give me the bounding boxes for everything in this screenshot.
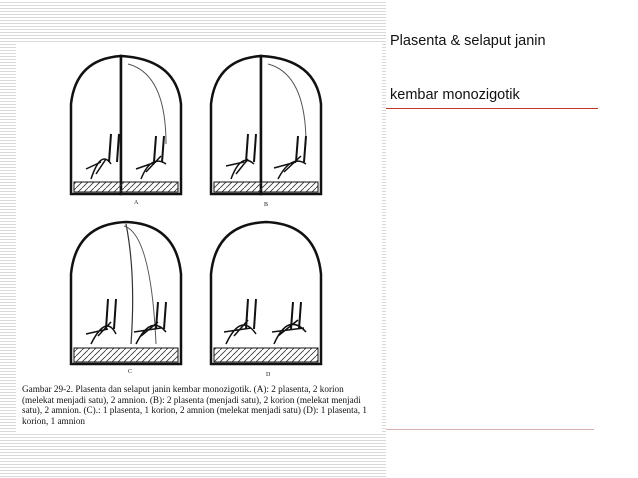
diagram-c — [71, 222, 181, 364]
diagram-d — [211, 222, 321, 364]
diagram-label-d: D — [266, 372, 271, 378]
diagram-label-a: A — [134, 200, 139, 206]
caption-lead: Gambar 29-2. — [22, 384, 74, 394]
diagram-label-c: C — [128, 369, 133, 375]
figure-panel — [16, 44, 382, 434]
slide-title: Plasenta & selaput janin — [390, 33, 546, 49]
caption-text: Plasenta dan selaput janin kembar monozigotik. (A): 2 plasenta, 2 korion (melekat menjadi satu), 2 amnion. (B): 2 plasenta (menjadi satu), 2 korion (melekat menjadi satu), 2 amnion. (C).: 1 plasenta, 1 korion, 2 amnion (melekat menjadi satu) (D): 1 plasenta, 1 korion, 1 amnion — [22, 384, 367, 426]
title-underline — [386, 108, 598, 109]
content-area — [386, 0, 638, 478]
footer-rule — [386, 429, 594, 430]
figure-caption — [22, 384, 378, 426]
diagram-b — [211, 56, 321, 194]
placenta-diagram — [16, 44, 382, 384]
diagram-a — [71, 56, 181, 194]
slide-title-line2: kembar monozigotik — [390, 87, 520, 103]
diagram-label-b: B — [264, 202, 269, 208]
